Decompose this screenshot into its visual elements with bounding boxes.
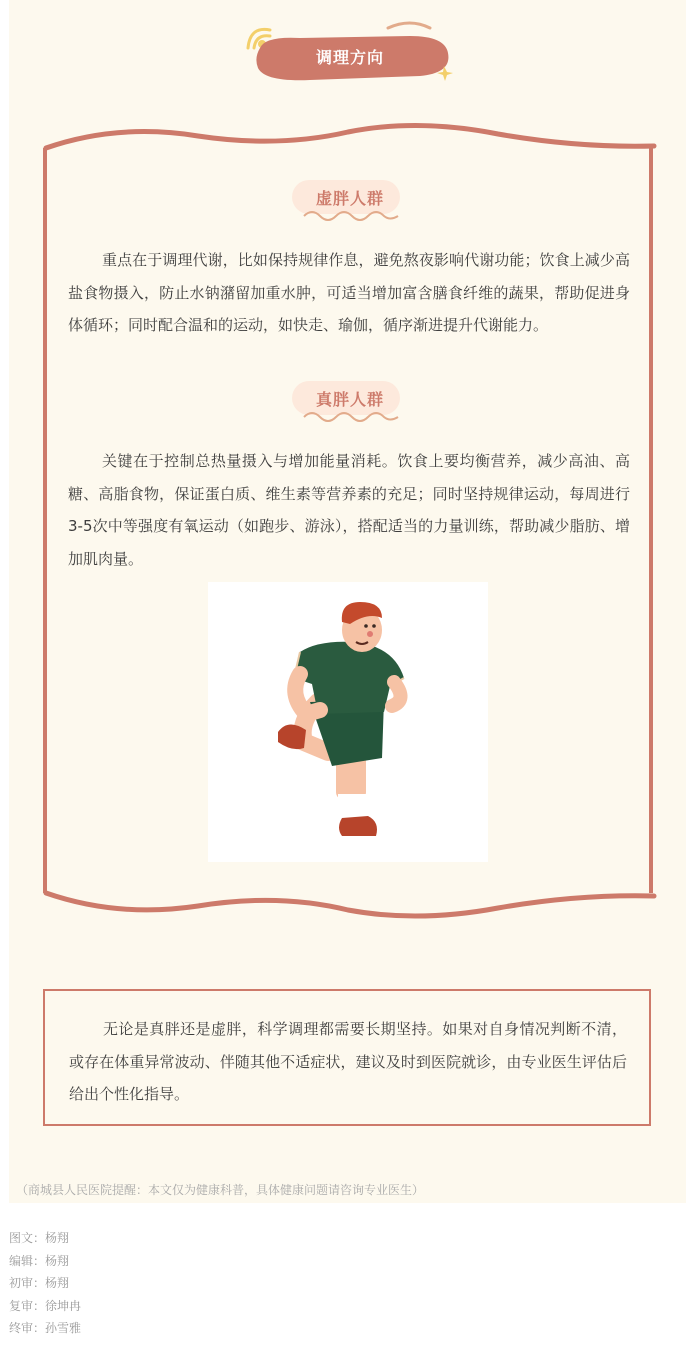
- section-banner: [240, 18, 460, 88]
- credit-name: 杨翔: [45, 1253, 70, 1268]
- credit-label: 图文：: [9, 1231, 46, 1245]
- section-paragraph: 重点在于调理代谢，比如保持规律作息，避免熬夜影响代谢功能；饮食上减少高盐食物摄入，防止水钠潴留加重水肿，可适当增加富含膳食纤维的蔬果，帮助促进身体循环；同时配合温和的运动，如快走、瑜伽，循序渐进提升代谢能力。: [68, 251, 630, 334]
- credit-label: 初审：: [9, 1276, 46, 1290]
- credit-label: 终审：: [9, 1321, 46, 1335]
- credit-line: [9, 1317, 81, 1340]
- credit-label: 编辑：: [9, 1253, 46, 1268]
- credit-label: 复审：: [9, 1298, 46, 1313]
- section-tag-label: 真胖人群: [315, 390, 384, 409]
- hospital-tip: （商城县人民医院提醒：本文仅为健康科普，具体健康问题请咨询专业医生）: [16, 1183, 425, 1197]
- credits: [9, 1227, 81, 1340]
- credit-name: 杨翔: [45, 1276, 70, 1290]
- advice-paragraph: 无论是真胖还是虚胖，科学调理都需要长期坚持。如果对自身情况判断不清，或存在体重异常波动、伴随其他不适症状，建议及时到医院就诊，由专业医生评估后给出个性化指导。: [69, 1020, 627, 1103]
- credit-name: 孙雪雅: [45, 1321, 82, 1335]
- credit-line: [9, 1295, 81, 1318]
- credit-line: [9, 1272, 81, 1295]
- advice-note: [43, 989, 651, 1126]
- credit-line: [9, 1250, 81, 1273]
- banner-title: 调理方向: [315, 48, 384, 67]
- section-paragraph: 关键在于控制总热量摄入与增加能量消耗。饮食上要均衡营养，减少高油、高糖、高脂食物，保证蛋白质、维生素等营养素的充足；同时坚持规律运动，每周进行3-5次中等强度有氧运动（如跑步、游泳），搭配适当的力量训练，帮助减少脂肪、增加肌肉量。: [68, 452, 630, 568]
- jogging-man-illustration: [208, 582, 488, 862]
- credit-line: [9, 1227, 81, 1250]
- credit-name: 杨翔: [45, 1231, 70, 1245]
- credit-name: 徐坤冉: [45, 1298, 82, 1313]
- section-tag-label: 虚胖人群: [315, 189, 384, 208]
- section-tag-virtual-fat: [290, 178, 410, 224]
- section-tag-real-fat: [290, 379, 410, 425]
